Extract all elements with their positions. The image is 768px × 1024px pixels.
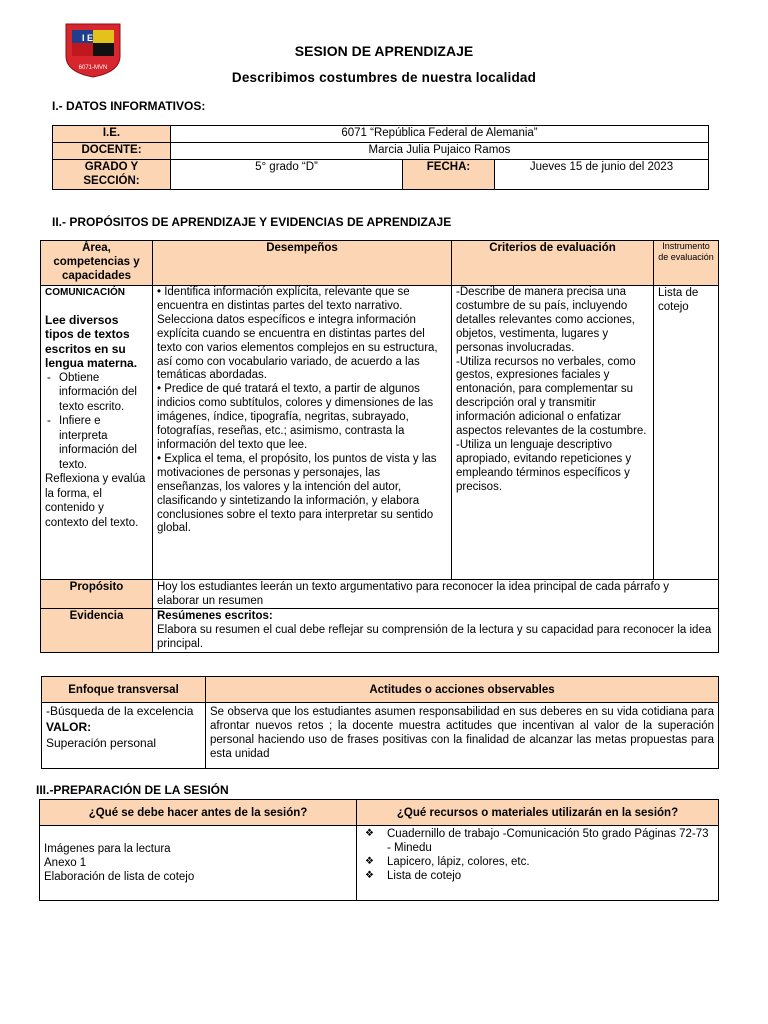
document-title: SESION DE APRENDIZAJE [294,43,474,59]
propositos-table [40,240,719,653]
recurso-item: ❖ Lista de cotejo [387,869,714,883]
desempeno-item: • Predice de qué tratará el texto, a partir de algunos indicios como subtítulos, colores y dimensiones de las imágenes, índice, tipografía, negritas, subrayado, fotografías, reseñas, etc.; asimismo, contrasta la información del texto que lee. [157,383,434,451]
capacidad-item: - Infiere e interpreta información del texto. [59,414,148,472]
ie-label: I.E. [53,126,171,143]
area-name: COMUNICACIÓN [45,287,125,298]
enfoque-table [41,676,719,769]
section-heading-propositos: II.- PROPÓSITOS DE APRENDIZAJE Y EVIDENCIAS DE APRENDIZAJE [52,215,452,229]
recursos-cell [357,826,719,901]
capacidades-list [45,371,148,473]
grado-value: 5° grado “D” [171,160,403,190]
antes-item: Elaboración de lista de cotejo [44,871,195,883]
desempeno-item: • Identifica información explícita, relevante que se encuentra en distintas partes del texto narrativo. Selecciona datos específicos e integra información explícita cuando se encuentra en distintas partes del texto con varios elementos complejos en su estructura, así como con vocabulario variado, de acuerdo a las temáticas abordadas. [157,286,438,382]
enfoque-text: -Búsqueda de la excelencia [46,704,194,718]
evidencia-title: Resúmenes escritos: [157,610,273,622]
col-enfoque: Enfoque transversal [42,677,206,703]
valor-label: VALOR: [46,720,92,734]
proposito-text: Hoy los estudiantes leerán un texto argumentativo para reconocer la idea principal de cada párrafo y elaborar un resumen [153,580,719,609]
section-heading-datos: I.- DATOS INFORMATIVOS: [52,99,206,113]
section-heading-preparacion: III.-PREPARACIÓN DE LA SESIÓN [36,783,229,797]
col-desempenos: Desempeños [153,241,452,286]
recurso-item: ❖ Cuadernillo de trabajo -Comunicación 5to grado Páginas 72-73 - Minedu [387,827,714,855]
actitudes-text: Se observa que los estudiantes asumen responsabilidad en sus deberes en su vida cotidiana para afrontar nuevos retos ; la docente muestra actitudes que incentivan al valor de la superación personal haciendo uso de frases positivas con la finalidad de alcanzar las metas propuestas para esta unidad [206,703,719,769]
fecha-label: FECHA: [403,160,495,190]
antes-cell [40,826,357,901]
enfoque-cell [42,703,206,769]
logo-letters: I E [82,33,94,43]
ie-value: 6071 “República Federal de Alemania” [171,126,709,143]
col-antes: ¿Qué se debe hacer antes de la sesión? [40,800,357,826]
col-actitudes: Actitudes o acciones observables [206,677,719,703]
fecha-value: Jueves 15 de junio del 2023 [495,160,709,190]
col-instrumento: Instrumento de evaluación [654,241,719,286]
valor-text: Superación personal [46,736,157,750]
evidencia-label: Evidencia [41,609,153,653]
criterio-item: -Describe de manera precisa una costumbre de su país, incluyendo detalles relevantes como acciones, objetos, vestimenta, lugares y personas involucradas. [456,286,635,354]
capacidad-extra: Reflexiona y evalúa la forma, el contenido y contexto del texto. [45,473,146,529]
antes-item: Anexo 1 [44,857,87,869]
recurso-item: ❖ Lapicero, lápiz, colores, etc. [387,855,714,869]
col-recursos: ¿Qué recursos o materiales utilizarán en la sesión? [357,800,719,826]
desempeno-item: • Explica el tema, el propósito, los puntos de vista y las motivaciones de personas y personajes, las enseñanzas, los valores y la intención del autor, clasificando y sintetizando la información, y elabora conclusiones sobre el texto para interpretar su sentido global. [157,452,437,535]
col-criterios: Criterios de evaluación [452,241,654,286]
logo-number: 6071-MVN [78,65,108,71]
area-cell [41,286,153,580]
instrumento-cell: Lista de cotejo [654,286,719,580]
evidencia-cell [153,609,719,653]
docente-value: Marcia Julia Pujaico Ramos [171,143,709,160]
datos-informativos-table [52,125,709,190]
criterio-item: -Utiliza un lenguaje descriptivo apropiado, evitando repeticiones y empleando términos específicos y precisos. [456,438,632,493]
preparacion-table [39,799,719,901]
grado-label: GRADO Y SECCIÓN: [53,160,171,190]
criterios-cell [452,286,654,580]
criterio-item: -Utiliza recursos no verbales, como gestos, expresiones faciales y entonación, para complementar su descripción oral y transmitir información adicional o enfatizar aspectos relevantes de la costumbre. [456,355,647,438]
docente-label: DOCENTE: [53,143,171,160]
recursos-list [361,827,714,883]
col-area: Área, competencias y capacidades [41,241,153,286]
capacidad-item: - Obtiene información del texto escrito. [59,371,148,415]
evidencia-text: Elabora su resumen el cual debe reflejar su comprensión de la lectura y su capacidad para reconocer la idea principal. [157,624,712,650]
session-subtitle: Describimos costumbres de nuestra localidad [231,70,537,85]
desempenos-cell [153,286,452,580]
competencia-text: Lee diversos tipos de textos escritos en su lengua materna. [45,312,138,370]
proposito-label: Propósito [41,580,153,609]
antes-item: Imágenes para la lectura [44,843,171,855]
